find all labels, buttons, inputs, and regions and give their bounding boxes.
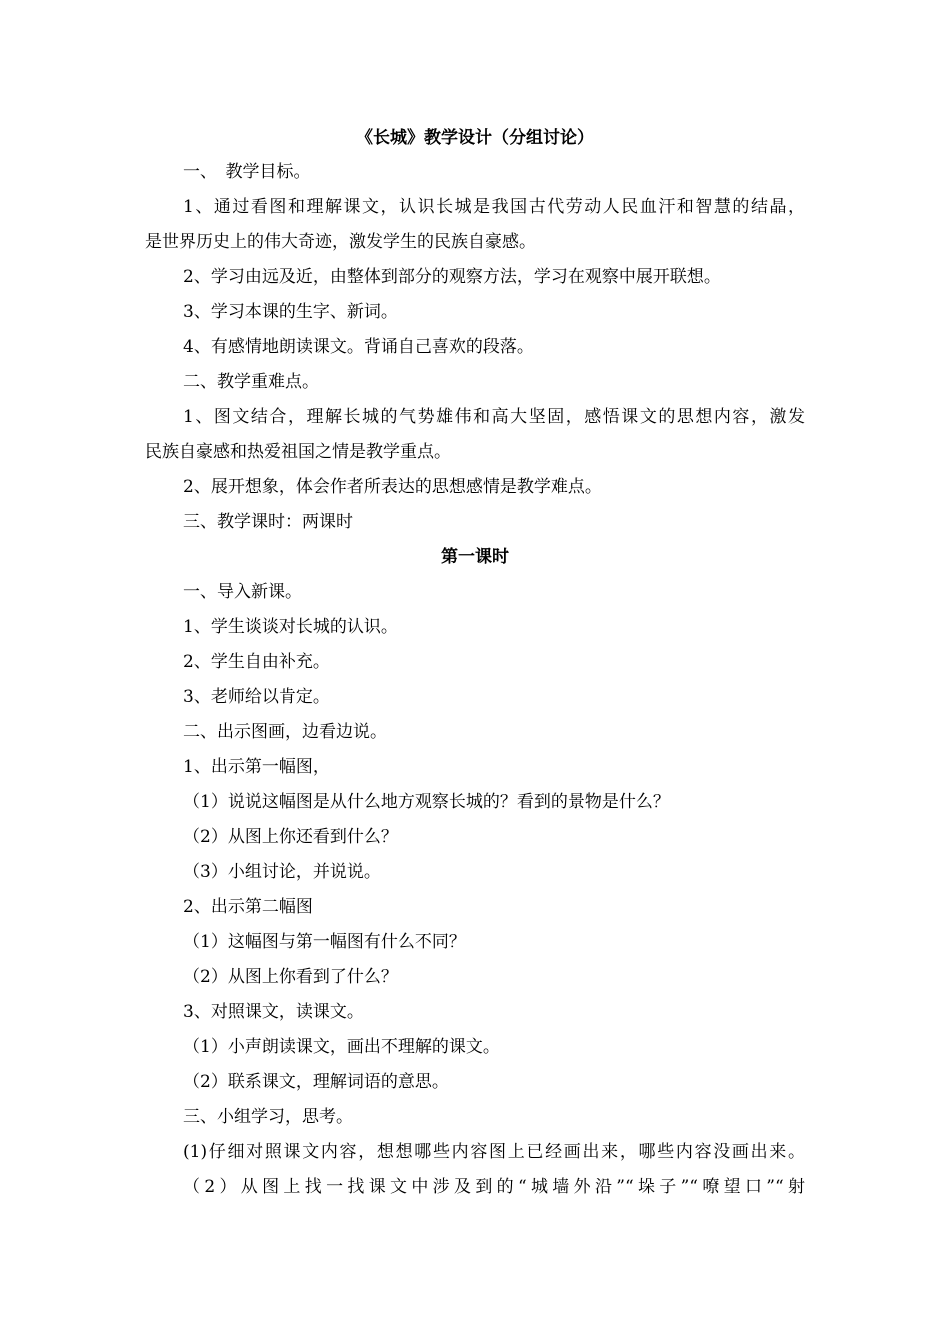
document-title: 《长城》教学设计（分组讨论） [356, 128, 594, 148]
text-line: 三、小组学习，思考。 [183, 1107, 353, 1127]
text-line: 一、 教学目标。 [183, 162, 311, 182]
text-line: （1）小声朗读课文，画出不理解的课文。 [183, 1037, 500, 1057]
text-line: 1、学生谈谈对长城的认识。 [183, 617, 398, 637]
text-line: 三、教学课时：两课时 [183, 512, 353, 532]
text-line: 3、老师给以肯定。 [183, 687, 330, 707]
text-line: 2、学生自由补充。 [183, 652, 330, 672]
text-line: 2、学习由远及近，由整体到部分的观察方法，学习在观察中展开联想。 [183, 267, 721, 287]
text-line: （2）从图上你还看到什么？ [183, 827, 398, 847]
text-line: 民族自豪感和热爱祖国之情是教学重点。 [145, 442, 451, 462]
text-line: 1、图文结合，理解长城的气势雄伟和高大坚固，感悟课文的思想内容，激发 [183, 407, 805, 427]
text-line: 4、有感情地朗读课文。背诵自己喜欢的段落。 [183, 337, 534, 357]
text-line: 2、展开想象，体会作者所表达的思想感情是教学难点。 [183, 477, 602, 497]
text-line: （2）联系课文，理解词语的意思。 [183, 1072, 449, 1092]
text-line: 一、导入新课。 [183, 582, 302, 602]
text-line: (1)仔细对照课文内容，想想哪些内容图上已经画出来，哪些内容没画出来。 [183, 1142, 805, 1162]
text-line: （3）小组讨论，并说说。 [183, 862, 381, 882]
text-line: （1）说说这幅图是从什么地方观察长城的？看到的景物是什么？ [183, 792, 670, 812]
text-line: 3、对照课文，读课文。 [183, 1002, 364, 1022]
text-line: 1、通过看图和理解课文，认识长城是我国古代劳动人民血汗和智慧的结晶， [183, 197, 805, 217]
text-line: （1）这幅图与第一幅图有什么不同？ [183, 932, 466, 952]
text-line: 1、出示第一幅图， [183, 757, 330, 777]
text-line: 二、教学重难点。 [183, 372, 319, 392]
text-line: 2、出示第二幅图 [183, 897, 313, 917]
text-line: （2）从图上找一找课文中涉及到的“城墙外沿”“垛子”“嘹望口”“射 [183, 1177, 805, 1197]
section-heading: 第一课时 [441, 547, 509, 567]
text-line: 二、出示图画，边看边说。 [183, 722, 387, 742]
text-line: （2）从图上你看到了什么？ [183, 967, 398, 987]
text-line: 3、学习本课的生字、新词。 [183, 302, 398, 322]
text-line: 是世界历史上的伟大奇迹，激发学生的民族自豪感。 [145, 232, 536, 252]
